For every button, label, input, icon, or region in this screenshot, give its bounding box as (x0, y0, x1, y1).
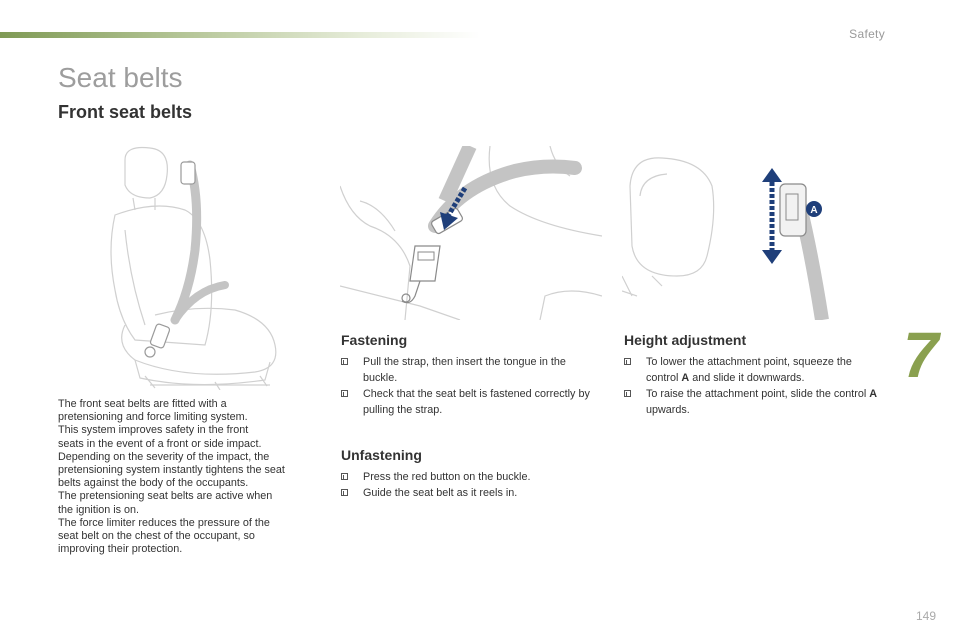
checkbox-bullet-icon (341, 489, 348, 496)
control-a-label: A (681, 372, 690, 384)
checkbox-bullet-icon (341, 390, 348, 397)
unfastening-heading: Unfastening (341, 447, 422, 463)
intro-line: pretensioning system instantly tightens the seat (58, 464, 285, 477)
checkbox-bullet-icon (341, 358, 348, 365)
height-adjust-illustration (622, 146, 832, 320)
height-adjustment-heading: Height adjustment (624, 332, 747, 348)
checkbox-bullet-icon (624, 358, 631, 365)
intro-line: the ignition is on. (58, 503, 140, 516)
list-item: Guide the seat belt as it reels in. (341, 485, 603, 501)
intro-text (58, 398, 320, 556)
up-down-arrow-icon (762, 168, 782, 264)
unfastening-list (341, 469, 603, 501)
section-subtitle: Front seat belts (58, 102, 193, 122)
intro-line: seats in the event of a front or side impact. (58, 437, 262, 450)
intro-line: belts against the body of the occupants. (58, 477, 249, 490)
chapter-number: 7 (903, 319, 939, 391)
intro-line: improving their protection. (58, 543, 183, 556)
seat-illustration (95, 140, 325, 390)
page-title: Seat belts (58, 62, 183, 93)
intro-line: pretensioning and force limiting system. (58, 411, 248, 424)
fastening-list (341, 354, 603, 418)
intro-line: The front seat belts are fitted with a (58, 398, 227, 410)
list-item: To raise the attachment point, slide the control A upwards. (624, 386, 886, 418)
checkbox-bullet-icon (624, 390, 631, 397)
header-accent-bar (0, 32, 480, 38)
svg-text:A: A (810, 205, 818, 216)
intro-line: seat belt on the chest of the occupant, so (58, 530, 255, 543)
fastening-illustration (340, 146, 602, 320)
list-item: To lower the attachment point, squeeze the control A and slide it downwards. (624, 354, 886, 386)
intro-line: Depending on the severity of the impact, the (58, 450, 270, 463)
list-item: Pull the strap, then insert the tongue in the buckle. (341, 354, 603, 386)
section-label: Safety (849, 27, 885, 41)
list-item: Check that the seat belt is fastened correctly by pulling the strap. (341, 386, 603, 418)
intro-line: The force limiter reduces the pressure of the (58, 516, 270, 529)
intro-line: The pretensioning seat belts are active when (58, 490, 273, 503)
intro-line: This system improves safety in the front (58, 424, 249, 437)
checkbox-bullet-icon (341, 473, 348, 480)
control-a-label: A (869, 388, 878, 400)
list-item: Press the red button on the buckle. (341, 469, 603, 485)
fastening-heading: Fastening (341, 332, 408, 348)
page-number: 149 (915, 609, 936, 623)
height-adjustment-list (624, 354, 886, 418)
